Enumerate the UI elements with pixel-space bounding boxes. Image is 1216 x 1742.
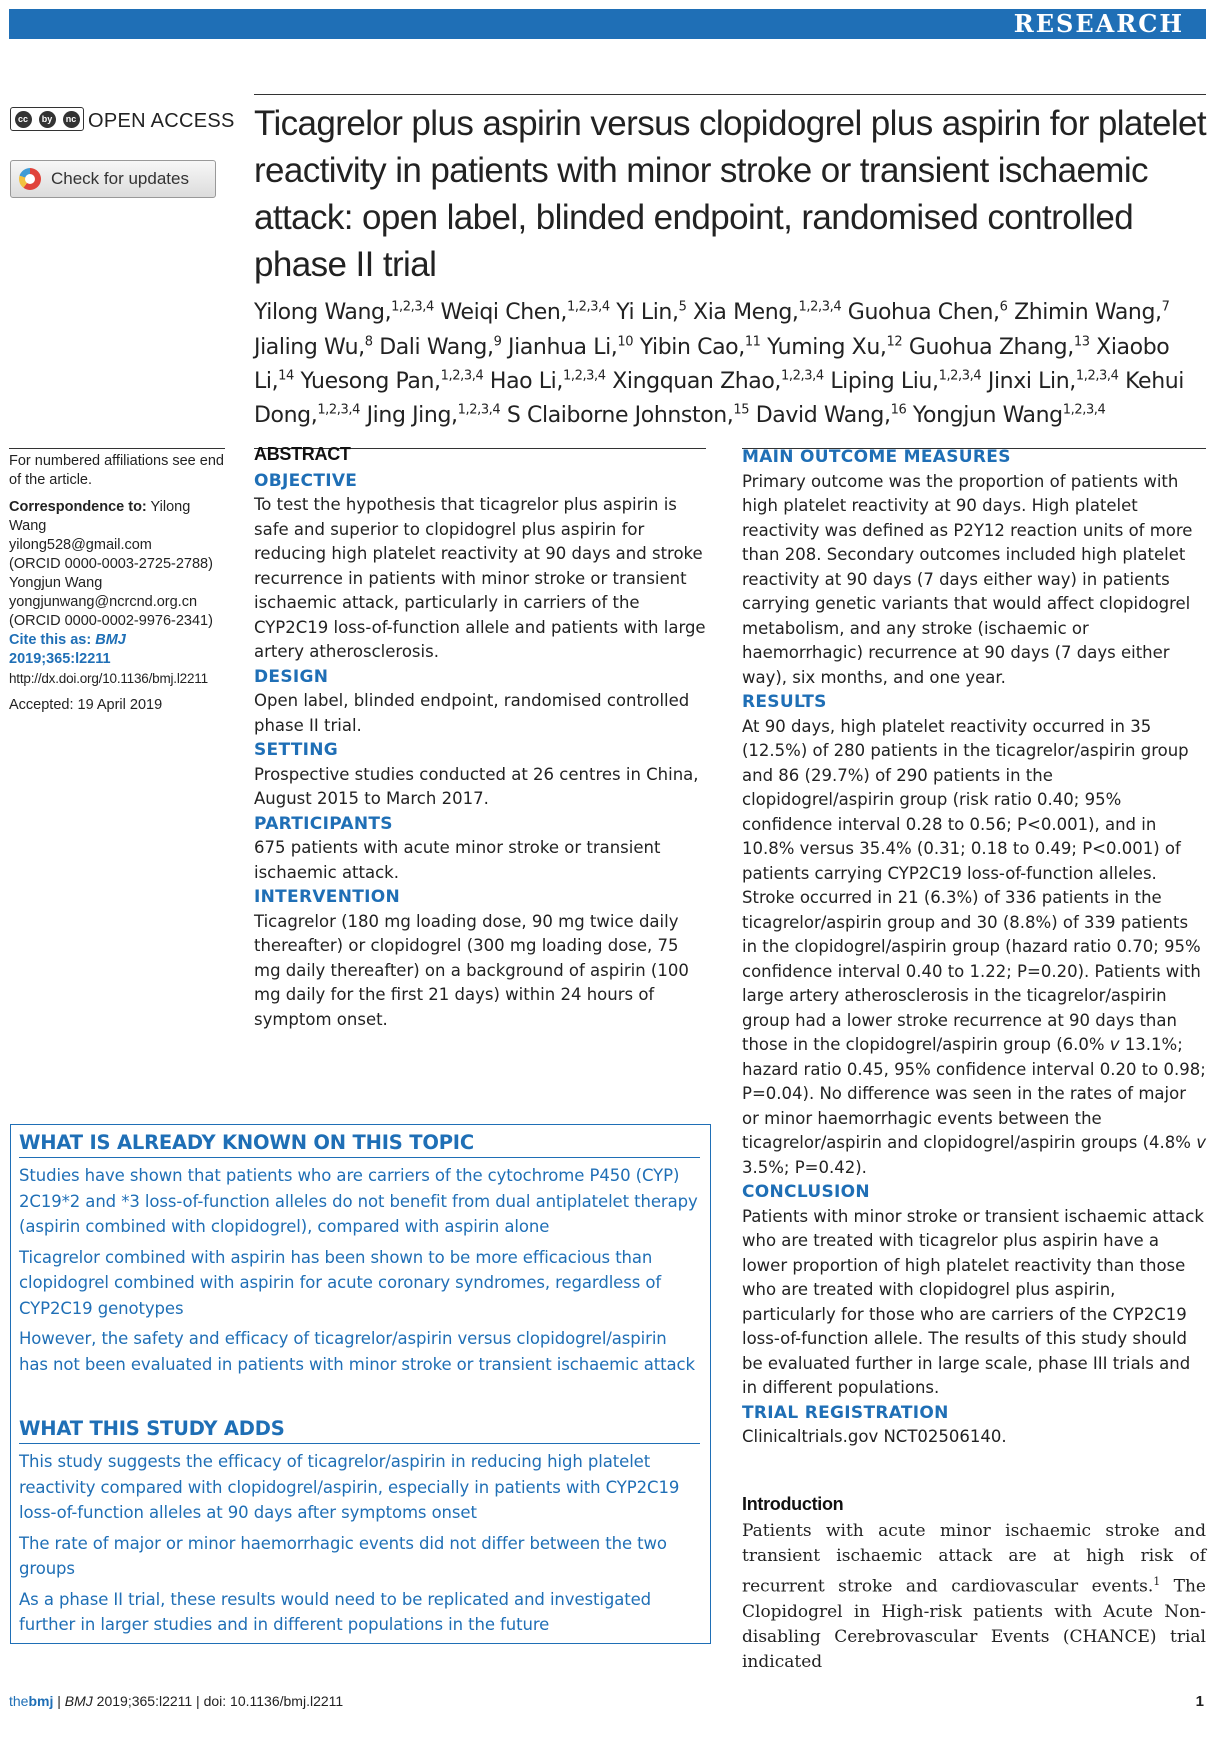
known-item: Ticagrelor combined with aspirin has been shown to be more efficacious than clopidogrel combined with aspirin for acute coronary syndromes, regardless of CYP2C19 genotypes [19,1247,662,1318]
article-side-notes [9,452,231,715]
by-icon: by [39,111,56,128]
author-name: Yi Lin, [616,300,679,326]
author [756,403,907,428]
author-affiliation: 1,2,3,4 [1062,402,1106,418]
author-name: Yuesong Pan, [300,368,441,394]
author [440,300,609,325]
author-affiliation: 1,2,3,4 [317,402,360,418]
author-affiliation: 14 [278,368,294,384]
summary-box [10,1124,711,1644]
author-name: Yilong Wang, [254,300,392,326]
check-for-updates-button[interactable] [10,160,216,198]
design-text: Open label, blinded endpoint, randomised controlled phase II trial. [254,691,690,735]
introduction-section [742,1494,1206,1692]
author-affiliation: 13 [1073,334,1090,350]
author [490,369,606,394]
adds-section [11,1417,710,1638]
author-name: Xingquan Zhao, [612,368,782,394]
correspondence-name-1: Yilong Wang [9,499,191,534]
intervention-heading: INTERVENTION [254,887,401,907]
footer-logo-the: the [9,1693,29,1709]
known-section [11,1131,710,1377]
author-name: Jinxi Lin, [987,368,1076,394]
author [1014,300,1169,325]
participants-text: 675 patients with acute minor stroke or transient ischaemic attack. [254,838,661,882]
conclusion-heading: CONCLUSION [742,1182,870,1202]
results-text-a: At 90 days, high platelet reactivity occurred in 35 (12.5%) of 280 patients in the ticagrelor/aspirin group and 86 (29.7%) of 290 patients in the clopidogrel/aspirin group (risk ratio 0.40; 95% confidence interval 0.28 to 0.56; P<0.001), and in 10.8% versus 35.4% (0.31; 0.18 to 0.49; P<0.001) of patients carrying CYP2C19 loss-of-function alleles. Stroke occurred in 21 (6.3%) of 336 patients in the ticagrelor/aspirin group and 30 (8.8%) of 339 patients in the clopidogrel/aspirin group (hazard ratio 0.70; 95% confidence interval 0.40 to 1.22; P=0.20). Patients with large artery atherosclerosis in the ticagrelor/aspirin group had a lower stroke recurrence at 90 days than those in the clopidogrel/aspirin group (6.0% [742,716,1201,1054]
open-access-label: OPEN ACCESS [88,110,235,132]
outcomes-heading: MAIN OUTCOME MEASURES [742,447,1011,467]
correspondence-orcid-2[interactable]: (ORCID 0000-0002-9976-2341) [9,613,213,629]
author-name: Weiqi Chen, [440,300,568,326]
correspondence [9,498,231,536]
page-footer [9,1693,343,1709]
footer-reference: 2019;365:l2211 | doi: 10.1136/bmj.l2211 [92,1693,344,1709]
abstract-right-column [742,442,1206,1450]
author-affiliation: 8 [364,334,373,350]
results-versus-2: v [1196,1133,1206,1152]
author-name: Xia Meng, [693,300,799,326]
author-name: Yuming Xu, [767,334,887,360]
author-affiliation: 7 [1161,300,1170,315]
author-affiliation: 9 [493,334,502,350]
results-text-c: 3.5%; P=0.42). [742,1157,867,1177]
section-label: RESEARCH [1013,9,1184,38]
known-item: However, the safety and efficacy of ticagrelor/aspirin versus clopidogrel/aspirin has not been evaluated in patients with minor stroke or transient ischaemic attack [19,1329,695,1374]
results-heading: RESULTS [742,692,827,712]
author-name: Liping Liu, [830,368,939,394]
cc-icon: cc [15,111,32,128]
known-item: Studies have shown that patients who are carriers of the cytochrome P450 (CYP) 2C19*2 and *3 loss-of-function alleles do not benefit from dual antiplatelet therapy (aspirin combined with clopidogrel), compared with aspirin alone [19,1166,698,1236]
author-affiliation: 1,2,3,4 [798,300,842,315]
citation [9,631,231,669]
setting-heading: SETTING [254,740,339,760]
adds-heading: WHAT THIS STUDY ADDS [19,1417,700,1444]
author-name: S Claiborne Johnston, [506,403,734,429]
creative-commons-icon[interactable] [10,107,84,131]
author [301,369,484,394]
author-name: Guohua Zhang, [908,334,1074,360]
author [693,300,841,325]
author-affiliation: 12 [886,334,903,350]
author-affiliation: 1,2,3,4 [562,368,606,384]
correspondence-orcid-1[interactable]: (ORCID 0000-0003-2725-2788) [9,556,213,572]
results-text-b: 13.1%; hazard ratio 0.45, 95% confidence interval 0.20 to 0.98; P=0.04). No difference was seen in the rates of major or minor haemorrhagic events between the ticagrelor/aspirin and clopidogrel/aspirin groups (4.8% [742,1035,1206,1152]
author-affiliation: 1,2,3,4 [938,368,982,384]
author-affiliation: 10 [617,334,634,350]
abstract-heading: ABSTRACT [254,444,351,464]
objective-heading: OBJECTIVE [254,470,358,491]
author [640,335,761,360]
setting-text: Prospective studies conducted at 26 centres in China, August 2015 to March 2017. [254,764,699,808]
conclusion-text: Patients with minor stroke or transient ischaemic attack who are treated with ticagrelor plus aspirin have a lower proportion of high platelet reactivity than those who are treated with clopidogrel plus aspirin, particularly for those who are carriers of the CYP2C19 loss-of-function allele. The results of this study should be evaluated further in large scale, phase III trials and in different populations. [742,1206,1204,1397]
author-name: Xiaobo Li, [254,334,1170,394]
correspondence-email-1[interactable]: yilong528@gmail.com [9,537,152,553]
author-name: Guohua Chen, [847,300,1000,326]
check-for-updates-label: Check for updates [51,169,189,188]
cite-reference: 2019;365:l2211 [9,651,111,667]
author-name: Yibin Cao, [639,334,745,360]
correspondence-name-2: Yongjun Wang [9,575,103,591]
author-affiliation: 15 [733,402,750,418]
side-divider [9,448,225,449]
known-heading: WHAT IS ALREADY KNOWN ON THIS TOPIC [19,1131,700,1158]
author [848,300,1008,325]
correspondence-label: Correspondence to: [9,499,147,515]
intro-text-b: The Clopidogrel in High-risk patients with Acute Non-disabling Cerebrovascular Events (CHANCE) trial indicated [742,1576,1206,1672]
nc-icon: nc [63,111,80,128]
title-divider [254,94,1206,95]
author [507,403,749,428]
registration-heading: TRIAL REGISTRATION [742,1402,949,1423]
adds-item: As a phase II trial, these results would need to be replicated and investigated further in larger studies and in different populations in the future [19,1589,652,1634]
author-affiliation: 1,2,3,4 [391,300,434,315]
author-affiliation: 1,2,3,4 [567,300,610,315]
author-name: Jing Jing, [366,403,458,429]
author [830,369,981,394]
doi-link[interactable]: http://dx.doi.org/10.1136/bmj.l2211 [9,671,208,686]
outcomes-text: Primary outcome was the proportion of patients with high platelet reactivity at 90 days. High platelet reactivity was defined as P2Y12 reaction units of more than 208. Secondary outcomes included high platelet reactivity at 90 days (7 days either way) in patients carrying genetic variants that would affect clopidogrel metabolism, and any stroke (ischaemic or haemorrhagic) recurrence at 90 days (7 days either way), six months, and one year. [742,471,1193,687]
registration-text[interactable]: Clinicaltrials.gov NCT02506140. [742,1427,1007,1446]
author [767,335,902,360]
crossmark-icon [19,168,41,190]
design-heading: DESIGN [254,666,329,687]
participants-heading: PARTICIPANTS [254,813,393,834]
cite-label: Cite this as: [9,632,96,648]
author-list [254,293,1206,430]
author-affiliation: 1,2,3,4 [440,368,484,384]
author-affiliation: 11 [744,334,761,350]
author-affiliation: 1,2,3,4 [1075,368,1119,384]
author-name: Zhimin Wang, [1014,300,1162,326]
reference-marker[interactable]: 1 [1153,1575,1161,1588]
author [508,335,633,360]
author-name: Hao Li, [489,368,563,394]
results-versus-1: v [1109,1035,1120,1054]
author-affiliation: 16 [890,402,907,418]
adds-item: This study suggests the efficacy of ticagrelor/aspirin in reducing high platelet reactivity compared with clopidogrel/aspirin, especially in patients with CYP2C19 loss-of-function alleles at 90 days after symptoms onset [19,1452,680,1522]
footer-separator: | [53,1693,65,1709]
author [254,300,434,325]
author-affiliation: 1,2,3,4 [781,368,824,384]
objective-text: To test the hypothesis that ticagrelor plus aspirin is safe and superior to clopidogrel plus aspirin for reducing high platelet reactivity at 90 days and stroke recurrence in patients with minor stroke or transient ischaemic attack, particularly in carriers of the CYP2C19 loss-of-function allele and patients with large artery atherosclerosis. [254,495,706,661]
accepted-date: Accepted: 19 April 2019 [9,697,163,713]
intro-text-a: Patients with acute minor ischaemic stroke and transient ischaemic attack are at high risk of recurrent stroke and cardiovascular events. [742,1521,1206,1597]
author [367,403,501,428]
author [988,369,1119,394]
introduction-heading: Introduction [742,1494,844,1514]
introduction-text [742,1519,1206,1675]
section-banner [9,9,1206,39]
author-name: Jianhua Li, [508,334,618,360]
footer-journal: BMJ [64,1693,93,1709]
author-affiliation: 6 [999,300,1008,315]
author-name: Jialing Wu, [254,334,365,360]
footer-logo-bmj: bmj [28,1693,54,1709]
author [612,369,823,394]
abstract-left-column [254,442,709,1032]
author [379,335,501,360]
cite-journal: BMJ [95,632,126,648]
adds-item: The rate of major or minor haemorrhagic events did not differ between the two groups [19,1533,667,1578]
author [913,403,1106,428]
page-number: 1 [1195,1693,1204,1710]
author-name: Kehui Dong, [254,368,1184,429]
affiliations-note: For numbered affiliations see end of the article. [9,453,224,488]
author-name: David Wang, [755,403,891,429]
author-name: Yongjun Wang [912,403,1063,429]
article-title: Ticagrelor plus aspirin versus clopidogrel plus aspirin for platelet reactivity in patients with minor stroke or transient ischaemic attack: open label, blinded endpoint, randomised controlled phase II trial [254,104,1206,284]
author [616,300,686,325]
author [909,335,1090,360]
author [254,335,373,360]
intervention-text: Ticagrelor (180 mg loading dose, 90 mg twice daily thereafter) or clopidogrel (300 mg loading dose, 75 mg daily thereafter) on a background of aspirin (100 mg daily for the first 21 days) within 24 hours of symptom onset. [254,911,689,1029]
author-name: Dali Wang, [379,334,494,360]
correspondence-email-2[interactable]: yongjunwang@ncrcnd.org.cn [9,594,198,610]
results-text [742,715,1206,1181]
author-affiliation: 5 [678,300,687,315]
author-affiliation: 1,2,3,4 [457,402,501,418]
